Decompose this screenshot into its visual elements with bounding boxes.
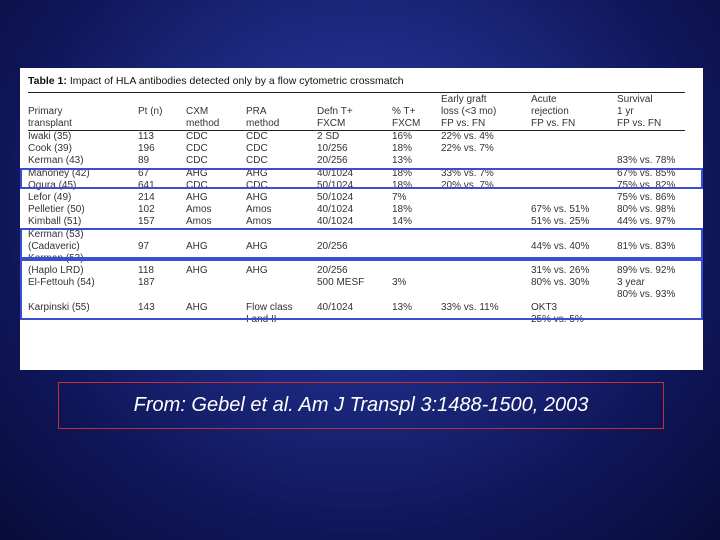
table-cell: Lefor (49) xyxy=(28,191,72,203)
table-cell: 31% vs. 26% xyxy=(531,265,590,277)
table-cell: Cook (39) xyxy=(28,143,72,155)
table-cell: Iwaki (35) xyxy=(28,131,72,142)
table-cell: 97 xyxy=(138,240,150,252)
table-header-row xyxy=(28,94,693,131)
table-row xyxy=(28,204,693,216)
table-cell: Pelletier (50) xyxy=(28,204,85,216)
table-cell: 81% vs. 83% xyxy=(617,240,676,252)
table-cell: 40/1024 xyxy=(317,301,354,313)
table-cell: 40/1024 xyxy=(317,216,354,228)
table-title-text: Impact of HLA antibodies detected only by a flow cytometric crossmatch xyxy=(69,75,404,87)
table-title xyxy=(28,75,703,88)
table-cell: AHG xyxy=(186,167,208,179)
table-cell: 13% xyxy=(392,155,413,167)
table-cell: 50/1024 xyxy=(317,179,354,191)
table-cell: 2 SD xyxy=(317,131,340,142)
table-cell: 33% vs. 7% xyxy=(441,167,494,179)
table-row xyxy=(28,131,693,143)
table-cell: 641 xyxy=(138,179,155,191)
table-cell: AHG xyxy=(186,191,208,203)
table-cell: AHG xyxy=(246,167,268,179)
header-cell-0: Primary transplant xyxy=(28,106,72,130)
table-cell: 20/256 xyxy=(317,155,348,167)
table-row xyxy=(28,216,693,228)
table-cell: Amos xyxy=(246,204,272,216)
table-top-rule xyxy=(28,92,685,93)
table-cell: 187 xyxy=(138,277,155,289)
citation-box xyxy=(58,382,664,429)
table-cell: AHG xyxy=(246,191,268,203)
table-row xyxy=(28,192,693,204)
table-cell: 20/256 xyxy=(317,265,348,277)
table-cell: CDC xyxy=(186,131,208,142)
table-cell: 67 xyxy=(138,167,150,179)
table-cell: 13% xyxy=(392,301,413,313)
table-cell: 80% vs. 30% xyxy=(531,277,590,289)
table-cell: 18% xyxy=(392,204,413,216)
table-cell: 22% vs. 7% xyxy=(441,143,494,155)
table-cell: 18% xyxy=(392,179,413,191)
header-cell-1: Pt (n) xyxy=(138,106,163,118)
table-cell: 22% vs. 4% xyxy=(441,131,494,142)
highlight-box-pelletier-kimball xyxy=(20,228,703,259)
table-row xyxy=(28,155,693,167)
table-cell: Kerman (43) xyxy=(28,155,84,167)
table-cell: 75% vs. 82% xyxy=(617,179,676,191)
table-cell: 7% xyxy=(392,191,407,203)
table-cell: OKT3 25% vs. 5% xyxy=(531,301,584,325)
table-cell: 113 xyxy=(138,131,154,142)
table-cell: CDC xyxy=(246,179,268,191)
table-cell: 20/256 xyxy=(317,240,348,252)
table-cell: 20% vs. 7% xyxy=(441,179,494,191)
table-cell: 196 xyxy=(138,143,155,155)
table-cell: Kerman (53) (Haplo LRD) xyxy=(28,252,84,277)
table-cell: 40/1024 xyxy=(317,204,354,216)
table-cell: 89% vs. 92% xyxy=(617,265,676,277)
table-cell: 33% vs. 11% xyxy=(441,301,499,313)
table-cell: AHG xyxy=(186,240,208,252)
table-cell: 83% vs. 78% xyxy=(617,155,676,167)
table-cell: CDC xyxy=(186,155,208,167)
table-cell: 118 xyxy=(138,265,154,277)
table-cell: Kimball (51) xyxy=(28,216,82,228)
header-cell-3: PRA method xyxy=(246,106,280,130)
table-cell: 51% vs. 25% xyxy=(531,216,590,228)
table-cell: 16% xyxy=(392,131,413,142)
table-cell: 10/256 xyxy=(317,143,348,155)
table-cell: 500 MESF xyxy=(317,277,365,289)
table-cell: El-Fettouh (54) xyxy=(28,277,95,289)
table-cell: AHG xyxy=(246,240,268,252)
header-cell-4: Defn T+ FXCM xyxy=(317,106,353,130)
table-cell: 75% vs. 86% xyxy=(617,191,676,203)
highlight-box-kerman-53 xyxy=(20,259,703,320)
table-cell: Ogura (45) xyxy=(28,179,77,191)
header-cell-2: CXM method xyxy=(186,106,220,130)
table-cell: 3 year 80% vs. 93% xyxy=(617,277,676,301)
table-row xyxy=(28,143,693,155)
table-cell: 50/1024 xyxy=(317,191,354,203)
table-cell: 3% xyxy=(392,277,407,289)
citation-text: From: Gebel et al. Am J Transpl 3:1488-1500, 2003 xyxy=(133,394,589,416)
table-cell: 14% xyxy=(392,216,413,228)
table-cell: AHG xyxy=(186,265,208,277)
table-cell: 214 xyxy=(138,191,155,203)
table-cell: Kerman (53) (Cadaveric) xyxy=(28,228,84,252)
table-cell: 143 xyxy=(138,301,155,313)
table-image xyxy=(20,68,703,370)
highlight-box-kerman-43 xyxy=(20,168,703,189)
table-cell: CDC xyxy=(186,143,208,155)
table-cell: Flow class I and II xyxy=(246,301,293,325)
table-cell: CDC xyxy=(246,155,268,167)
table-cell: 18% xyxy=(392,167,413,179)
header-cell-7: Acute rejection FP vs. FN xyxy=(531,94,576,130)
table-cell: Karpinski (55) xyxy=(28,301,90,313)
table-cell: AHG xyxy=(186,301,208,313)
table-cell: CDC xyxy=(246,143,268,155)
header-cell-6: Early graft loss (<3 mo) FP vs. FN xyxy=(441,94,497,130)
table-cell: Amos xyxy=(186,216,212,228)
table-cell: 102 xyxy=(138,204,155,216)
table-cell: 18% xyxy=(392,143,413,155)
table-cell: 44% vs. 40% xyxy=(531,240,590,252)
table-cell: 44% vs. 97% xyxy=(617,216,676,228)
table-cell: 89 xyxy=(138,155,150,167)
table-cell: Amos xyxy=(246,216,272,228)
table-cell: 67% vs. 51% xyxy=(531,204,590,216)
table-title-label: Table 1: xyxy=(28,75,67,87)
table-cell: Amos xyxy=(186,204,212,216)
table-cell: Mahoney (42) xyxy=(28,167,90,179)
header-cell-5: % T+ FXCM xyxy=(392,106,421,130)
table-cell: CDC xyxy=(186,179,208,191)
table-cell: AHG xyxy=(246,265,268,277)
table-cell: 80% vs. 98% xyxy=(617,204,676,216)
table-cell: CDC xyxy=(246,131,268,142)
header-cell-8: Survival 1 yr FP vs. FN xyxy=(617,94,662,130)
table-cell: 40/1024 xyxy=(317,167,354,179)
table-cell: 157 xyxy=(138,216,155,228)
table-cell: 67% vs. 85% xyxy=(617,167,676,179)
